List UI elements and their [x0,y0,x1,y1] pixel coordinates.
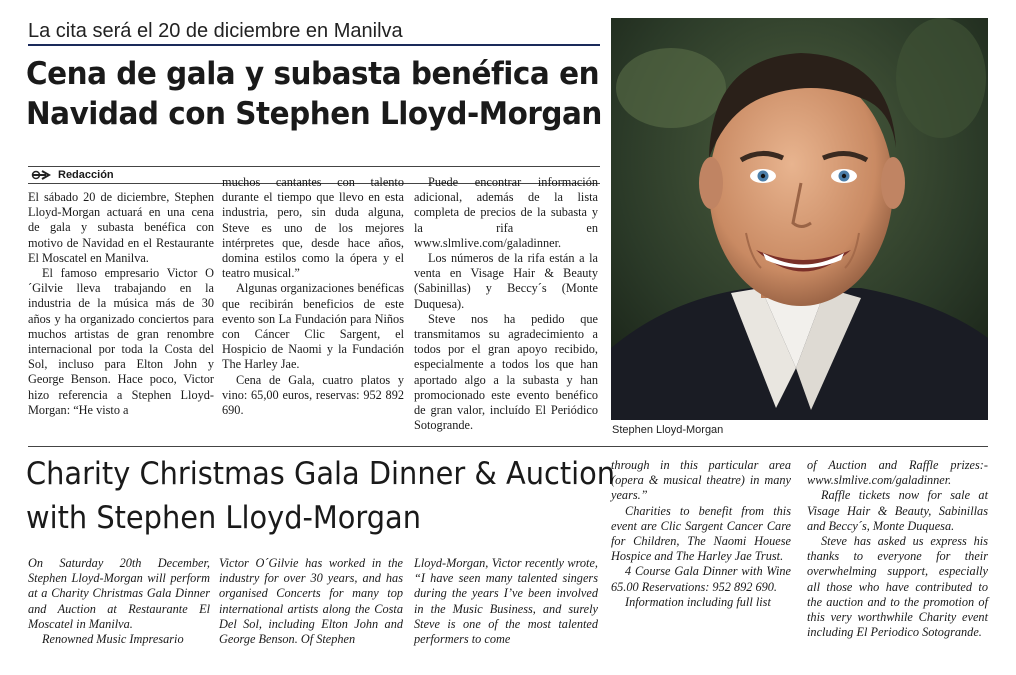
paragraph: Algunas organizaciones benéficas que recibirán beneficios de este evento son La Fundación para Niños con Cáncer Clic Sargent, el Hospicio de Naomi y la Fundación The Harley Jae. [222,281,404,372]
paragraph: through in this particular area (opera & musical theatre) in many years.” [611,458,791,503]
paragraph: Victor O´Gilvie has worked in the industry for over 30 years, and has organised Concerts for many top international artists along the Costa Del Sol, including Elton John and George Benson. Of Stephen [219,556,403,647]
paragraph: Lloyd-Morgan, Victor recently wrote, “I have seen many talented singers during the years I’ve been involved in the Music Business, and surely Steve is one of the most talented performers to come [414,556,598,647]
english-headline-line-1: Charity Christmas Gala Dinner & Auction [26,456,616,492]
spanish-column-3 [414,175,598,433]
english-headline [26,452,616,540]
english-column-2 [219,556,403,647]
kicker: La cita será el 20 de diciembre en Manilva [28,18,600,46]
english-column-3 [414,556,598,647]
paragraph: Charities to benefit from this event are Clic Sargent Cancer Care for Children, The Naomi Houese Hospice and The Harley Jae Trust. [611,503,791,564]
photo-caption: Stephen Lloyd-Morgan [612,424,724,436]
paragraph: Puede encontrar información adicional, además de la lista completa de precios de la subasta y la rifa en www.slmlive.com/galadinner. [414,175,598,250]
portrait-photo [611,18,988,420]
paragraph: El famoso empresario Victor O´Gilvie lleva trabajando en la industria de la música más de 30 años y ha organizado conciertos para muchos artistas de gran renombre internacional por toda la Costa del Sol, incluso para Elton John y George Benson. Hace poco, Victor hizo referencia a Stephen Lloyd-Morgan: “He visto a [28,266,214,417]
paragraph: Los números de la rifa están a la venta en Visage Hair & Beauty (Sabinillas) y Beccy´s (Monte Duquesa). [414,251,598,311]
section-divider [28,446,988,447]
paragraph: Renowned Music Impresario [42,632,184,647]
paragraph: Steve nos ha pedido que transmitamos su agradecimiento a todos por el gran apoyo recibido, especialmente a todos los que han aportado algo a la subasta y han promocionado este evento benéfico de gran valor, incluído El Periódico Sotogrande. [414,311,598,433]
paragraph: On Saturday 20th December, Stephen Lloyd-Morgan will perform at a Charity Christmas Gala Dinner and Auction at Restaurante El Moscatel in Manilva. [28,556,210,631]
arrow-icon [30,170,52,180]
spanish-column-1 [28,190,214,418]
english-headline-line-2: with Stephen Lloyd-Morgan [26,500,422,536]
paragraph: Cena de Gala, cuatro platos y vino: 65,00 euros, reservas: 952 892 690. [222,372,404,418]
english-column-1 [28,556,210,647]
page-title [26,54,602,134]
spanish-column-2 [222,175,404,418]
paragraph: Steve has asked us express his thanks to everyone for their overwhelming support, especially all those who have contributed to the auction and to the promotion of this very worthwhile Charity event including El Periodico Sotogrande. [807,534,988,640]
paragraph: of Auction and Raffle prizes:- www.slmlive.com/galadinner. [807,458,988,488]
headline-line-2: Navidad con Stephen Lloyd-Morgan [26,96,602,132]
paragraph: Raffle tickets now for sale at Visage Hair & Beauty, Sabinillas and Beccy´s, Monte Duquesa. [807,488,988,533]
paragraph: Information including full list [625,594,771,609]
headline-line-1: Cena de gala y subasta benéfica en [26,56,600,92]
portrait-image [611,18,988,420]
byline: Redacción [58,169,114,181]
paragraph: muchos cantantes con talento durante el tiempo que llevo en esta industria, pero, sin duda alguna, Steve es uno de los mejores intérpretes que, desde hace años, domina estilos como la ópera y el teatro musical.” [222,175,404,281]
english-column-5 [807,458,988,640]
paragraph: 4 Course Gala Dinner with Wine 65.00 Reservations: 952 892 690. [611,564,791,594]
english-column-4 [611,458,791,610]
paragraph: El sábado 20 de diciembre, Stephen Lloyd-Morgan actuará en una cena de gala y subasta benéfica con motivo de Navidad en el Restaurante El Moscatel en Manilva. [28,190,214,265]
